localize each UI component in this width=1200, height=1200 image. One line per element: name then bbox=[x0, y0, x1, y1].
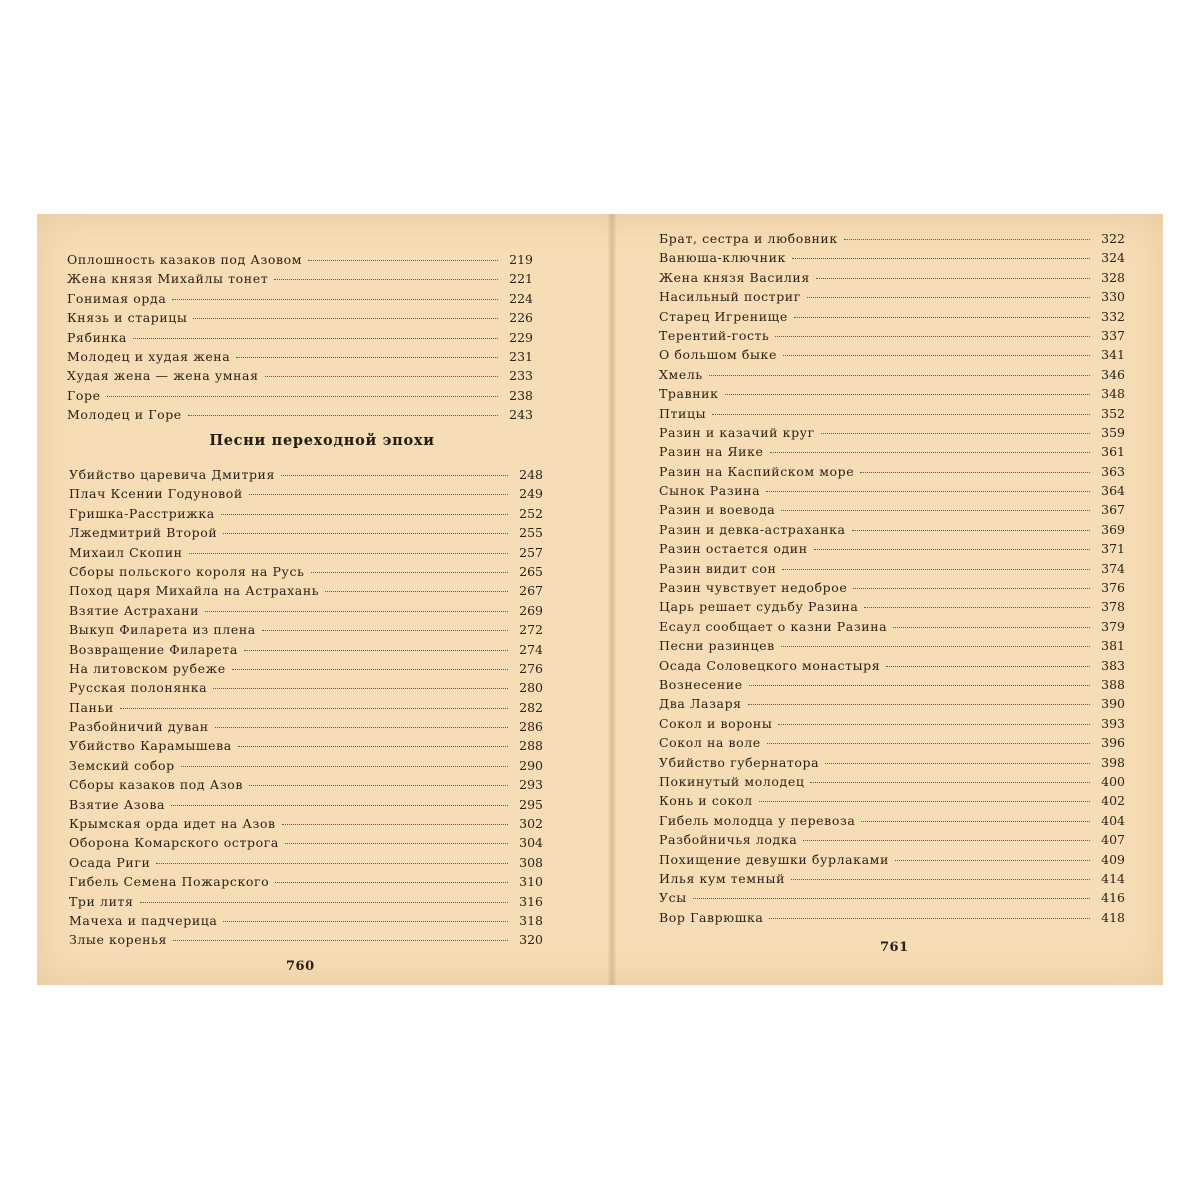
toc-entry-title: Разбойничий дуван bbox=[69, 719, 209, 735]
toc-entry-page: 337 bbox=[1101, 327, 1125, 343]
toc-entry-title: Лжедмитрий Второй bbox=[69, 525, 218, 541]
toc-entry-title: Разин и казачий круг bbox=[659, 424, 815, 440]
toc-entry-page: 376 bbox=[1101, 580, 1125, 596]
toc-entry bbox=[659, 462, 1125, 481]
dot-leader bbox=[249, 494, 508, 495]
dot-leader bbox=[238, 746, 508, 747]
toc-entry-page: 238 bbox=[509, 387, 533, 403]
dot-leader bbox=[807, 297, 1090, 298]
dot-leader bbox=[893, 627, 1090, 628]
toc-entry bbox=[659, 597, 1125, 616]
dot-leader bbox=[853, 588, 1090, 589]
dot-leader bbox=[769, 918, 1090, 919]
toc-entry-page: 371 bbox=[1101, 541, 1125, 557]
toc-entry bbox=[69, 640, 543, 659]
toc-entry bbox=[659, 714, 1125, 733]
toc-entry-title: Вознесение bbox=[659, 676, 743, 692]
toc-entry-title: Худая жена — жена умная bbox=[67, 368, 259, 384]
toc-entry-page: 364 bbox=[1101, 483, 1125, 499]
toc-entry-title: Царь решает судьбу Разина bbox=[659, 599, 859, 615]
toc-entry bbox=[659, 539, 1125, 558]
dot-leader bbox=[803, 840, 1090, 841]
toc-entry-page: 290 bbox=[519, 757, 543, 773]
toc-entry-page: 388 bbox=[1101, 676, 1125, 692]
toc-entry-page: 404 bbox=[1101, 812, 1125, 828]
dot-leader bbox=[120, 708, 508, 709]
toc-entry bbox=[69, 833, 543, 852]
toc-entry bbox=[659, 811, 1125, 830]
toc-entry-title: Два Лазаря bbox=[659, 696, 742, 712]
toc-entry-title: Осада Соловецкого монастыря bbox=[659, 657, 881, 673]
toc-list-top bbox=[67, 250, 533, 425]
toc-entry-page: 374 bbox=[1101, 560, 1125, 576]
toc-entry bbox=[659, 850, 1125, 869]
toc-entry bbox=[69, 775, 543, 794]
toc-entry bbox=[69, 504, 543, 523]
toc-entry-page: 332 bbox=[1101, 308, 1125, 324]
toc-entry-title: Злые коренья bbox=[69, 932, 168, 948]
toc-entry-title: Покинутый молодец bbox=[659, 773, 805, 789]
toc-entry-page: 265 bbox=[519, 563, 543, 579]
toc-entry-page: 320 bbox=[519, 932, 543, 948]
toc-entry-page: 361 bbox=[1101, 444, 1125, 460]
dot-leader bbox=[693, 898, 1090, 899]
dot-leader bbox=[861, 821, 1090, 822]
toc-entry-title: Брат, сестра и любовник bbox=[659, 231, 838, 246]
toc-entry-page: 396 bbox=[1101, 735, 1125, 751]
toc-entry bbox=[659, 636, 1125, 655]
toc-entry-title: Убийство царевича Дмитрия bbox=[69, 467, 275, 482]
dot-leader bbox=[725, 394, 1090, 395]
toc-entry-title: Разин остается один bbox=[659, 541, 808, 557]
toc-entry bbox=[69, 620, 543, 639]
toc-entry-page: 414 bbox=[1101, 870, 1125, 886]
toc-entry bbox=[659, 753, 1125, 772]
dot-leader bbox=[262, 630, 508, 631]
dot-leader bbox=[221, 514, 508, 515]
dot-leader bbox=[821, 433, 1090, 434]
toc-entry-title: Возвращение Филарета bbox=[69, 641, 238, 657]
dot-leader bbox=[325, 591, 508, 592]
toc-entry-page: 280 bbox=[519, 680, 543, 696]
toc-entry bbox=[659, 384, 1125, 403]
toc-entry bbox=[659, 229, 1125, 248]
toc-entry-title: Разин на Каспийском море bbox=[659, 463, 855, 479]
toc-entry-page: 379 bbox=[1101, 618, 1125, 634]
toc-entry-title: Взятие Астрахани bbox=[69, 602, 200, 618]
toc-entry bbox=[659, 248, 1125, 267]
dot-leader bbox=[860, 472, 1090, 473]
dot-leader bbox=[282, 824, 508, 825]
toc-entry bbox=[659, 733, 1125, 752]
toc-entry bbox=[659, 404, 1125, 423]
toc-entry bbox=[659, 307, 1125, 326]
dot-leader bbox=[223, 533, 508, 534]
toc-entry-title: Крымская орда идет на Азов bbox=[69, 816, 276, 832]
toc-entry-title: На литовском рубеже bbox=[69, 660, 226, 676]
dot-leader bbox=[181, 766, 508, 767]
toc-entry-page: 348 bbox=[1101, 386, 1125, 402]
dot-leader bbox=[775, 336, 1090, 337]
dot-leader bbox=[759, 801, 1090, 802]
toc-entry-page: 219 bbox=[509, 252, 533, 267]
toc-entry-page: 378 bbox=[1101, 599, 1125, 615]
toc-entry-page: 302 bbox=[519, 816, 543, 832]
dot-leader bbox=[311, 572, 508, 573]
toc-entry bbox=[69, 678, 543, 697]
left-page bbox=[37, 214, 607, 985]
toc-entry-title: Оборона Комарского острога bbox=[69, 835, 279, 851]
toc-entry-page: 369 bbox=[1101, 521, 1125, 537]
toc-entry-page: 400 bbox=[1101, 773, 1125, 789]
toc-entry-title: Взятие Азова bbox=[69, 796, 166, 812]
toc-entry bbox=[659, 500, 1125, 519]
toc-entry-page: 308 bbox=[519, 854, 543, 870]
toc-entry-title: Разин видит сон bbox=[659, 560, 777, 576]
dot-leader bbox=[810, 782, 1090, 783]
toc-entry-page: 418 bbox=[1101, 909, 1125, 925]
toc-entry-page: 407 bbox=[1101, 832, 1125, 848]
toc-entry bbox=[67, 269, 533, 288]
dot-leader bbox=[133, 338, 498, 339]
dot-leader bbox=[213, 688, 508, 689]
toc-entry-title: Гибель молодца у перевоза bbox=[659, 812, 856, 828]
toc-entry-page: 231 bbox=[509, 348, 533, 364]
toc-entry-title: Гришка-Расстрижка bbox=[69, 505, 215, 521]
toc-entry bbox=[69, 795, 543, 814]
toc-entry bbox=[69, 484, 543, 503]
toc-entry bbox=[659, 287, 1125, 306]
toc-entry bbox=[69, 756, 543, 775]
toc-entry bbox=[67, 328, 533, 347]
toc-entry-title: Старец Игренище bbox=[659, 308, 788, 324]
dot-leader bbox=[778, 724, 1090, 725]
toc-entry bbox=[659, 559, 1125, 578]
toc-entry-page: 295 bbox=[519, 796, 543, 812]
dot-leader bbox=[188, 415, 498, 416]
dot-leader bbox=[844, 239, 1090, 240]
right-page bbox=[617, 214, 1163, 985]
toc-entry bbox=[69, 872, 543, 891]
toc-entry bbox=[659, 442, 1125, 461]
toc-entry-page: 316 bbox=[519, 893, 543, 909]
dot-leader bbox=[215, 727, 508, 728]
dot-leader bbox=[783, 355, 1090, 356]
toc-entry bbox=[659, 675, 1125, 694]
toc-entry-title: Вор Гаврюшка bbox=[659, 909, 764, 925]
toc-entry-title: Сокол на воле bbox=[659, 735, 761, 751]
toc-entry-page: 269 bbox=[519, 602, 543, 618]
dot-leader bbox=[825, 763, 1090, 764]
toc-entry-title: Ванюша-ключник bbox=[659, 250, 786, 266]
toc-entry-page: 310 bbox=[519, 874, 543, 890]
toc-entry-title: О большом быке bbox=[659, 347, 777, 363]
toc-entry-title: Травник bbox=[659, 386, 719, 402]
toc-entry-page: 318 bbox=[519, 912, 543, 928]
toc-entry-page: 267 bbox=[519, 583, 543, 599]
toc-entry bbox=[67, 405, 533, 424]
toc-entry-title: Земский собор bbox=[69, 757, 175, 773]
page-number-left: 760 bbox=[286, 959, 315, 974]
toc-entry bbox=[67, 347, 533, 366]
toc-entry bbox=[69, 562, 543, 581]
toc-entry-page: 390 bbox=[1101, 696, 1125, 712]
toc-entry-page: 328 bbox=[1101, 269, 1125, 285]
dot-leader bbox=[308, 260, 498, 261]
toc-entry-page: 402 bbox=[1101, 793, 1125, 809]
toc-entry-page: 352 bbox=[1101, 405, 1125, 421]
toc-entry bbox=[69, 892, 543, 911]
toc-entry-title: Молодец и худая жена bbox=[67, 348, 231, 364]
dot-leader bbox=[281, 475, 508, 476]
dot-leader bbox=[814, 549, 1090, 550]
toc-entry-title: Разбойничья лодка bbox=[659, 832, 798, 848]
toc-entry bbox=[659, 578, 1125, 597]
toc-entry-title: Птицы bbox=[659, 405, 707, 421]
toc-entry-page: 393 bbox=[1101, 715, 1125, 731]
toc-entry-title: Оплошность казаков под Азовом bbox=[67, 252, 303, 267]
toc-entry-title: Паньи bbox=[69, 699, 114, 715]
toc-entry-title: Князь и старицы bbox=[67, 310, 188, 326]
toc-entry-page: 383 bbox=[1101, 657, 1125, 673]
dot-leader bbox=[173, 940, 508, 941]
dot-leader bbox=[770, 452, 1090, 453]
toc-entry bbox=[69, 698, 543, 717]
dot-leader bbox=[895, 860, 1090, 861]
toc-entry bbox=[69, 814, 543, 833]
toc-entry-title: Русская полонянка bbox=[69, 680, 208, 696]
dot-leader bbox=[816, 278, 1090, 279]
book-spread bbox=[37, 214, 1163, 985]
toc-entry-title: Жена князя Михайлы тонет bbox=[67, 271, 269, 287]
dot-leader bbox=[265, 376, 498, 377]
toc-entry-title: Михаил Скопин bbox=[69, 544, 183, 560]
book-gutter bbox=[607, 214, 617, 985]
toc-entry bbox=[659, 694, 1125, 713]
toc-entry-page: 363 bbox=[1101, 463, 1125, 479]
dot-leader bbox=[749, 685, 1090, 686]
dot-leader bbox=[274, 279, 498, 280]
dot-leader bbox=[156, 863, 508, 864]
page-number-right: 761 bbox=[880, 940, 909, 955]
dot-leader bbox=[140, 902, 508, 903]
toc-list-section bbox=[69, 465, 543, 950]
toc-entry-page: 248 bbox=[519, 467, 543, 482]
dot-leader bbox=[172, 299, 498, 300]
toc-entry bbox=[659, 326, 1125, 345]
toc-entry bbox=[67, 308, 533, 327]
toc-entry bbox=[659, 772, 1125, 791]
toc-entry bbox=[659, 423, 1125, 442]
dot-leader bbox=[223, 921, 508, 922]
toc-entry-page: 274 bbox=[519, 641, 543, 657]
dot-leader bbox=[766, 491, 1090, 492]
toc-entry-title: Разин и девка-астраханка bbox=[659, 521, 846, 537]
dot-leader bbox=[244, 650, 508, 651]
dot-leader bbox=[767, 743, 1090, 744]
toc-entry-title: Плач Ксении Годуновой bbox=[69, 486, 243, 502]
dot-leader bbox=[232, 669, 508, 670]
toc-entry bbox=[659, 869, 1125, 888]
toc-entry bbox=[659, 520, 1125, 539]
toc-entry-page: 243 bbox=[509, 407, 533, 423]
toc-entry-title: Три литя bbox=[69, 893, 134, 909]
dot-leader bbox=[189, 553, 508, 554]
dot-leader bbox=[712, 414, 1090, 415]
dot-leader bbox=[205, 611, 508, 612]
toc-entry-page: 359 bbox=[1101, 424, 1125, 440]
toc-entry bbox=[69, 853, 543, 872]
toc-entry-title: Мачеха и падчерица bbox=[69, 912, 218, 928]
toc-entry-title: Гибель Семена Пожарского bbox=[69, 874, 270, 890]
toc-entry bbox=[659, 617, 1125, 636]
toc-entry-title: Поход царя Михайла на Астрахань bbox=[69, 583, 320, 599]
toc-entry-title: Насильный постриг bbox=[659, 289, 801, 305]
dot-leader bbox=[748, 704, 1090, 705]
toc-entry bbox=[69, 581, 543, 600]
toc-entry bbox=[659, 365, 1125, 384]
toc-entry-title: Конь и сокол bbox=[659, 793, 753, 809]
toc-entry-page: 249 bbox=[519, 486, 543, 502]
toc-entry-page: 330 bbox=[1101, 289, 1125, 305]
toc-entry-page: 324 bbox=[1101, 250, 1125, 266]
dot-leader bbox=[781, 510, 1090, 511]
toc-entry-page: 409 bbox=[1101, 851, 1125, 867]
dot-leader bbox=[852, 530, 1090, 531]
dot-leader bbox=[275, 882, 508, 883]
toc-entry-title: Сборы казаков под Азов bbox=[69, 777, 243, 793]
dot-leader bbox=[107, 396, 498, 397]
toc-entry-page: 346 bbox=[1101, 366, 1125, 382]
toc-entry bbox=[69, 930, 543, 949]
toc-entry-page: 272 bbox=[519, 622, 543, 638]
toc-entry-title: Рябинка bbox=[67, 329, 127, 345]
toc-entry bbox=[69, 911, 543, 930]
toc-entry bbox=[659, 830, 1125, 849]
toc-entry-title: Сборы польского короля на Русь bbox=[69, 563, 305, 579]
dot-leader bbox=[794, 317, 1090, 318]
dot-leader bbox=[709, 375, 1090, 376]
toc-entry-title: Жена князя Василия bbox=[659, 269, 810, 285]
toc-entry bbox=[659, 791, 1125, 810]
toc-entry-title: Илья кум темный bbox=[659, 870, 786, 886]
toc-entry-page: 322 bbox=[1101, 231, 1125, 246]
section-heading: Песни переходной эпохи bbox=[209, 432, 435, 449]
toc-entry-page: 398 bbox=[1101, 754, 1125, 770]
toc-entry-page: 282 bbox=[519, 699, 543, 715]
toc-entry-page: 255 bbox=[519, 525, 543, 541]
toc-entry bbox=[659, 656, 1125, 675]
dot-leader bbox=[886, 666, 1090, 667]
dot-leader bbox=[193, 318, 498, 319]
dot-leader bbox=[171, 805, 508, 806]
toc-entry-page: 367 bbox=[1101, 502, 1125, 518]
toc-entry-page: 381 bbox=[1101, 638, 1125, 654]
toc-entry bbox=[659, 908, 1125, 927]
toc-entry-title: Сокол и вороны bbox=[659, 715, 773, 731]
toc-entry bbox=[659, 345, 1125, 364]
toc-entry-page: 233 bbox=[509, 368, 533, 384]
toc-entry bbox=[69, 717, 543, 736]
toc-entry-title: Есаул сообщает о казни Разина bbox=[659, 618, 888, 634]
dot-leader bbox=[791, 879, 1090, 880]
toc-entry-page: 416 bbox=[1101, 890, 1125, 906]
toc-entry bbox=[69, 601, 543, 620]
toc-entry-page: 293 bbox=[519, 777, 543, 793]
toc-entry-title: Убийство Карамышева bbox=[69, 738, 232, 754]
toc-entry-page: 229 bbox=[509, 329, 533, 345]
dot-leader bbox=[249, 785, 508, 786]
toc-entry-title: Сынок Разина bbox=[659, 483, 761, 499]
toc-entry bbox=[659, 888, 1125, 907]
toc-entry bbox=[659, 481, 1125, 500]
dot-leader bbox=[782, 569, 1090, 570]
toc-entry-title: Гонимая орда bbox=[67, 290, 167, 306]
toc-entry-title: Песни разинцев bbox=[659, 638, 775, 654]
toc-entry-page: 252 bbox=[519, 505, 543, 521]
toc-entry-title: Разин и воевода bbox=[659, 502, 776, 518]
toc-list-right bbox=[659, 229, 1125, 927]
toc-entry-title: Хмель bbox=[659, 366, 703, 382]
toc-entry-page: 286 bbox=[519, 719, 543, 735]
toc-entry-page: 221 bbox=[509, 271, 533, 287]
toc-entry bbox=[659, 268, 1125, 287]
toc-entry-title: Горе bbox=[67, 387, 101, 403]
toc-entry-title: Выкуп Филарета из плена bbox=[69, 622, 256, 638]
toc-entry-page: 226 bbox=[509, 310, 533, 326]
dot-leader bbox=[781, 646, 1090, 647]
toc-entry-page: 304 bbox=[519, 835, 543, 851]
dot-leader bbox=[864, 607, 1090, 608]
toc-entry-title: Разин чувствует недоброе bbox=[659, 580, 848, 596]
toc-entry-title: Молодец и Горе bbox=[67, 407, 182, 423]
toc-entry bbox=[69, 659, 543, 678]
toc-entry-title: Убийство губернатора bbox=[659, 754, 820, 770]
toc-entry bbox=[69, 736, 543, 755]
toc-entry-title: Осада Риги bbox=[69, 854, 151, 870]
toc-entry bbox=[69, 465, 543, 484]
dot-leader bbox=[236, 357, 498, 358]
toc-entry-title: Похищение девушки бурлаками bbox=[659, 851, 889, 867]
toc-entry bbox=[69, 543, 543, 562]
dot-leader bbox=[792, 258, 1090, 259]
toc-entry-page: 341 bbox=[1101, 347, 1125, 363]
toc-entry bbox=[69, 523, 543, 542]
toc-entry bbox=[67, 250, 533, 269]
toc-entry bbox=[67, 289, 533, 308]
toc-entry-page: 276 bbox=[519, 660, 543, 676]
toc-entry-title: Разин на Яике bbox=[659, 444, 764, 460]
toc-entry-page: 224 bbox=[509, 290, 533, 306]
toc-entry-page: 257 bbox=[519, 544, 543, 560]
toc-entry-page: 288 bbox=[519, 738, 543, 754]
toc-entry bbox=[67, 366, 533, 385]
dot-leader bbox=[285, 843, 508, 844]
toc-entry bbox=[67, 386, 533, 405]
toc-entry-title: Терентий-гость bbox=[659, 327, 770, 343]
toc-entry-title: Усы bbox=[659, 890, 687, 906]
